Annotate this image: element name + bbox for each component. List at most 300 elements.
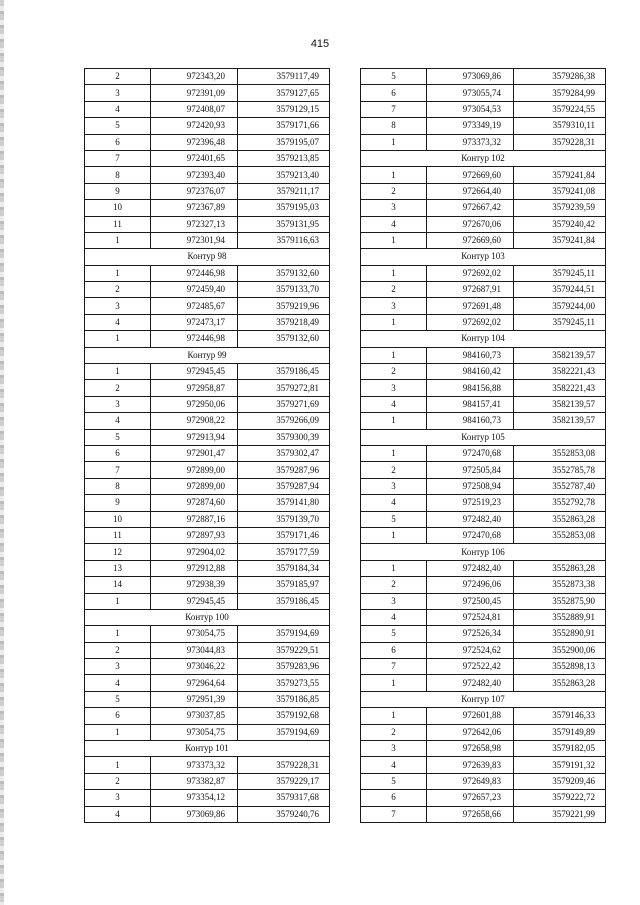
x-coordinate-cell: 972913,94 [151,429,238,445]
table-row [85,118,330,134]
y-coordinate-cell: 3552863,28 [514,511,606,527]
y-coordinate-cell: 3579191,32 [514,757,606,773]
x-coordinate-cell: 973349,19 [427,118,514,134]
y-coordinate-cell: 3579317,68 [238,790,330,806]
table-row [85,183,330,199]
y-coordinate-cell: 3579273,55 [238,675,330,691]
table-row [85,659,330,675]
point-number-cell: 6 [85,134,151,150]
y-coordinate-cell: 3579127,65 [238,85,330,101]
y-coordinate-cell: 3579300,39 [238,429,330,445]
y-coordinate-cell: 3579129,15 [238,101,330,117]
x-coordinate-cell: 973382,87 [151,773,238,789]
x-coordinate-cell: 972524,81 [427,609,514,625]
y-coordinate-cell: 3552792,78 [514,495,606,511]
contour-heading-row [361,429,606,445]
y-coordinate-cell: 3579228,31 [238,757,330,773]
table-row [85,265,330,281]
y-coordinate-cell: 3579222,72 [514,790,606,806]
y-coordinate-cell: 3579186,45 [238,364,330,380]
contour-heading-row [361,331,606,347]
table-row [85,429,330,445]
y-coordinate-cell: 3552889,91 [514,609,606,625]
contour-heading: Контур 107 [361,691,606,707]
table-row [361,478,606,494]
x-coordinate-cell: 972376,07 [151,183,238,199]
x-coordinate-cell: 972687,91 [427,282,514,298]
x-coordinate-cell: 972669,60 [427,232,514,248]
y-coordinate-cell: 3579244,00 [514,298,606,314]
contour-heading: Контур 100 [85,609,330,625]
table-row [85,511,330,527]
x-coordinate-cell: 984160,73 [427,413,514,429]
point-number-cell: 2 [361,724,427,740]
y-coordinate-cell: 3579241,08 [514,183,606,199]
table-row [361,380,606,396]
y-coordinate-cell: 3579117,49 [238,69,330,85]
y-coordinate-cell: 3582221,43 [514,380,606,396]
y-coordinate-cell: 3579149,89 [514,724,606,740]
x-coordinate-cell: 972446,98 [151,331,238,347]
point-number-cell: 2 [85,282,151,298]
point-number-cell: 1 [361,347,427,363]
y-coordinate-cell: 3579195,07 [238,134,330,150]
point-number-cell: 1 [361,232,427,248]
point-number-cell: 8 [85,167,151,183]
x-coordinate-cell: 972958,87 [151,380,238,396]
table-row [85,134,330,150]
x-coordinate-cell: 972485,67 [151,298,238,314]
contour-heading: Контур 101 [85,741,330,757]
table-row [361,495,606,511]
x-coordinate-cell: 973054,53 [427,101,514,117]
table-row [85,314,330,330]
x-coordinate-cell: 973055,74 [427,85,514,101]
y-coordinate-cell: 3552853,08 [514,527,606,543]
table-row [361,773,606,789]
table-row [361,200,606,216]
point-number-cell: 4 [85,806,151,822]
contour-heading-row [85,249,330,265]
table-row [361,675,606,691]
table-row [85,331,330,347]
table-row [85,757,330,773]
y-coordinate-cell: 3582139,57 [514,396,606,412]
contour-heading: Контур 98 [85,249,330,265]
table-row [361,511,606,527]
point-number-cell: 1 [85,757,151,773]
table-row [361,527,606,543]
x-coordinate-cell: 972522,42 [427,659,514,675]
y-coordinate-cell: 3579244,51 [514,282,606,298]
point-number-cell: 6 [85,445,151,461]
table-row [85,577,330,593]
y-coordinate-cell: 3579271,69 [238,396,330,412]
table-row [361,167,606,183]
table-row [85,200,330,216]
table-row [85,69,330,85]
x-coordinate-cell: 973054,75 [151,626,238,642]
x-coordinate-cell: 972470,68 [427,527,514,543]
point-number-cell: 10 [85,200,151,216]
x-coordinate-cell: 973069,86 [427,69,514,85]
x-coordinate-cell: 972482,40 [427,511,514,527]
y-coordinate-cell: 3579266,09 [238,413,330,429]
table-row [361,232,606,248]
point-number-cell: 9 [85,495,151,511]
y-coordinate-cell: 3579218,49 [238,314,330,330]
x-coordinate-cell: 972670,06 [427,216,514,232]
x-coordinate-cell: 972327,13 [151,216,238,232]
x-coordinate-cell: 972691,48 [427,298,514,314]
table-row [361,560,606,576]
contour-heading-row [85,609,330,625]
table-row [361,183,606,199]
y-coordinate-cell: 3579209,46 [514,773,606,789]
point-number-cell: 5 [85,429,151,445]
point-number-cell: 4 [361,609,427,625]
table-row [361,445,606,461]
point-number-cell: 6 [361,790,427,806]
y-coordinate-cell: 3579177,59 [238,544,330,560]
y-coordinate-cell: 3579310,11 [514,118,606,134]
table-row [85,150,330,166]
x-coordinate-cell: 972500,45 [427,593,514,609]
y-coordinate-cell: 3579221,99 [514,806,606,822]
point-number-cell: 1 [85,593,151,609]
contour-heading-row [361,150,606,166]
x-coordinate-cell: 972692,02 [427,265,514,281]
table-row [361,413,606,429]
y-coordinate-cell: 3579132,60 [238,265,330,281]
y-coordinate-cell: 3579240,76 [238,806,330,822]
x-coordinate-cell: 972912,88 [151,560,238,576]
y-coordinate-cell: 3579195,03 [238,200,330,216]
x-coordinate-cell: 973054,75 [151,724,238,740]
y-coordinate-cell: 3579185,97 [238,577,330,593]
point-number-cell: 1 [85,265,151,281]
table-row [361,118,606,134]
y-coordinate-cell: 3579116,63 [238,232,330,248]
y-coordinate-cell: 3579146,33 [514,708,606,724]
point-number-cell: 8 [85,478,151,494]
y-coordinate-cell: 3579219,96 [238,298,330,314]
point-number-cell: 1 [361,314,427,330]
y-coordinate-cell: 3579287,94 [238,478,330,494]
y-coordinate-cell: 3582221,43 [514,364,606,380]
y-coordinate-cell: 3579184,34 [238,560,330,576]
point-number-cell: 1 [361,167,427,183]
table-row [361,642,606,658]
table-row [85,396,330,412]
point-number-cell: 11 [85,527,151,543]
y-coordinate-cell: 3552890,91 [514,626,606,642]
y-coordinate-cell: 3579182,05 [514,741,606,757]
x-coordinate-cell: 972658,66 [427,806,514,822]
y-coordinate-cell: 3579213,85 [238,150,330,166]
point-number-cell: 12 [85,544,151,560]
x-coordinate-cell: 972642,06 [427,724,514,740]
x-coordinate-cell: 972945,45 [151,364,238,380]
y-coordinate-cell: 3579133,70 [238,282,330,298]
point-number-cell: 3 [361,478,427,494]
point-number-cell: 2 [361,364,427,380]
table-row [85,691,330,707]
table-row [361,593,606,609]
table-row [361,462,606,478]
x-coordinate-cell: 972508,94 [427,478,514,494]
point-number-cell: 2 [85,380,151,396]
table-row [85,445,330,461]
point-number-cell: 1 [361,675,427,691]
x-coordinate-cell: 972904,02 [151,544,238,560]
table-row [85,495,330,511]
y-coordinate-cell: 3552853,08 [514,445,606,461]
x-coordinate-cell: 972887,16 [151,511,238,527]
point-number-cell: 2 [361,183,427,199]
point-number-cell: 5 [361,69,427,85]
point-number-cell: 1 [361,134,427,150]
point-number-cell: 5 [361,511,427,527]
y-coordinate-cell: 3552898,13 [514,659,606,675]
point-number-cell: 1 [361,527,427,543]
point-number-cell: 1 [85,626,151,642]
x-coordinate-cell: 972664,40 [427,183,514,199]
point-number-cell: 4 [361,396,427,412]
table-row [85,560,330,576]
y-coordinate-cell: 3579171,46 [238,527,330,543]
x-coordinate-cell: 972519,23 [427,495,514,511]
contour-heading: Контур 105 [361,429,606,445]
x-coordinate-cell: 972524,62 [427,642,514,658]
y-coordinate-cell: 3579171,66 [238,118,330,134]
point-number-cell: 2 [361,577,427,593]
x-coordinate-cell: 972938,39 [151,577,238,593]
x-coordinate-cell: 972901,47 [151,445,238,461]
table-row [361,265,606,281]
point-number-cell: 1 [85,232,151,248]
contour-heading-row [361,544,606,560]
point-number-cell: 1 [85,364,151,380]
y-coordinate-cell: 3579272,81 [238,380,330,396]
point-number-cell: 5 [361,626,427,642]
contour-heading: Контур 102 [361,150,606,166]
point-number-cell: 1 [85,724,151,740]
table-row [361,609,606,625]
x-coordinate-cell: 972649,83 [427,773,514,789]
table-row [85,232,330,248]
point-number-cell: 6 [85,708,151,724]
x-coordinate-cell: 972391,09 [151,85,238,101]
y-coordinate-cell: 3579283,96 [238,659,330,675]
point-number-cell: 14 [85,577,151,593]
y-coordinate-cell: 3579141,80 [238,495,330,511]
point-number-cell: 4 [361,495,427,511]
table-row [85,167,330,183]
table-row [361,216,606,232]
x-coordinate-cell: 972301,94 [151,232,238,248]
point-number-cell: 3 [361,380,427,396]
x-coordinate-cell: 972482,40 [427,675,514,691]
y-coordinate-cell: 3579139,70 [238,511,330,527]
table-row [85,806,330,822]
table-row [85,462,330,478]
point-number-cell: 7 [361,659,427,675]
table-row [361,790,606,806]
point-number-cell: 4 [85,314,151,330]
contour-heading-row [361,249,606,265]
x-coordinate-cell: 972639,83 [427,757,514,773]
table-row [85,478,330,494]
table-row [85,413,330,429]
point-number-cell: 6 [361,85,427,101]
y-coordinate-cell: 3579245,11 [514,265,606,281]
x-coordinate-cell: 972459,40 [151,282,238,298]
x-coordinate-cell: 973354,12 [151,790,238,806]
point-number-cell: 7 [85,150,151,166]
point-number-cell: 9 [85,183,151,199]
y-coordinate-cell: 3579192,68 [238,708,330,724]
coordinates-table-left [84,68,330,823]
y-coordinate-cell: 3579229,17 [238,773,330,789]
y-coordinate-cell: 3579241,84 [514,232,606,248]
y-coordinate-cell: 3552875,90 [514,593,606,609]
table-row [85,626,330,642]
point-number-cell: 4 [85,101,151,117]
x-coordinate-cell: 972408,07 [151,101,238,117]
table-row [85,527,330,543]
point-number-cell: 3 [361,593,427,609]
x-coordinate-cell: 972951,39 [151,691,238,707]
table-row [361,364,606,380]
point-number-cell: 3 [85,790,151,806]
table-row [361,741,606,757]
x-coordinate-cell: 972473,17 [151,314,238,330]
point-number-cell: 2 [361,282,427,298]
point-number-cell: 3 [361,741,427,757]
table-row [85,593,330,609]
point-number-cell: 3 [85,85,151,101]
table-row [85,216,330,232]
table-row [361,577,606,593]
x-coordinate-cell: 972343,20 [151,69,238,85]
point-number-cell: 3 [85,659,151,675]
x-coordinate-cell: 972496,06 [427,577,514,593]
x-coordinate-cell: 984157,41 [427,396,514,412]
point-number-cell: 10 [85,511,151,527]
table-row [85,101,330,117]
y-coordinate-cell: 3579213,40 [238,167,330,183]
point-number-cell: 1 [361,708,427,724]
x-coordinate-cell: 973069,86 [151,806,238,822]
y-coordinate-cell: 3579228,31 [514,134,606,150]
x-coordinate-cell: 972950,06 [151,396,238,412]
page-number: 415 [310,38,330,50]
table-row [85,708,330,724]
point-number-cell: 4 [361,216,427,232]
x-coordinate-cell: 972505,84 [427,462,514,478]
point-number-cell: 11 [85,216,151,232]
contour-heading-row [85,741,330,757]
x-coordinate-cell: 972470,68 [427,445,514,461]
point-number-cell: 2 [361,462,427,478]
contour-heading: Контур 103 [361,249,606,265]
y-coordinate-cell: 3552863,28 [514,675,606,691]
x-coordinate-cell: 973044,83 [151,642,238,658]
table-row [85,364,330,380]
table-row [85,724,330,740]
x-coordinate-cell: 972874,60 [151,495,238,511]
table-row [85,282,330,298]
table-row [85,298,330,314]
point-number-cell: 1 [85,331,151,347]
table-row [361,724,606,740]
x-coordinate-cell: 973037,85 [151,708,238,724]
x-coordinate-cell: 972526,34 [427,626,514,642]
table-row [85,85,330,101]
y-coordinate-cell: 3579245,11 [514,314,606,330]
y-coordinate-cell: 3579287,96 [238,462,330,478]
x-coordinate-cell: 972667,42 [427,200,514,216]
coordinates-table-right [360,68,606,823]
table-row [361,282,606,298]
table-row [85,380,330,396]
table-row [85,773,330,789]
x-coordinate-cell: 972692,02 [427,314,514,330]
x-coordinate-cell: 972945,45 [151,593,238,609]
y-coordinate-cell: 3579211,17 [238,183,330,199]
table-row [361,708,606,724]
x-coordinate-cell: 984160,73 [427,347,514,363]
x-coordinate-cell: 972657,23 [427,790,514,806]
x-coordinate-cell: 972908,22 [151,413,238,429]
table-row [361,134,606,150]
y-coordinate-cell: 3579186,45 [238,593,330,609]
x-coordinate-cell: 972446,98 [151,265,238,281]
table-row [361,314,606,330]
point-number-cell: 3 [361,298,427,314]
y-coordinate-cell: 3579186,85 [238,691,330,707]
table-row [85,790,330,806]
x-coordinate-cell: 973373,32 [427,134,514,150]
y-coordinate-cell: 3579194,69 [238,626,330,642]
point-number-cell: 8 [361,118,427,134]
point-number-cell: 6 [361,642,427,658]
x-coordinate-cell: 972420,93 [151,118,238,134]
contour-heading: Контур 99 [85,347,330,363]
point-number-cell: 7 [85,462,151,478]
table-row [361,806,606,822]
point-number-cell: 2 [85,642,151,658]
table-row [361,659,606,675]
point-number-cell: 1 [361,445,427,461]
table-row [85,544,330,560]
point-number-cell: 1 [361,413,427,429]
point-number-cell: 2 [85,773,151,789]
y-coordinate-cell: 3582139,57 [514,347,606,363]
table-row [361,396,606,412]
x-coordinate-cell: 973373,32 [151,757,238,773]
table-row [85,642,330,658]
y-coordinate-cell: 3552787,40 [514,478,606,494]
x-coordinate-cell: 972897,93 [151,527,238,543]
x-coordinate-cell: 972396,48 [151,134,238,150]
point-number-cell: 5 [85,118,151,134]
y-coordinate-cell: 3579284,99 [514,85,606,101]
table-row [85,675,330,691]
x-coordinate-cell: 973046,22 [151,659,238,675]
table-row [361,298,606,314]
